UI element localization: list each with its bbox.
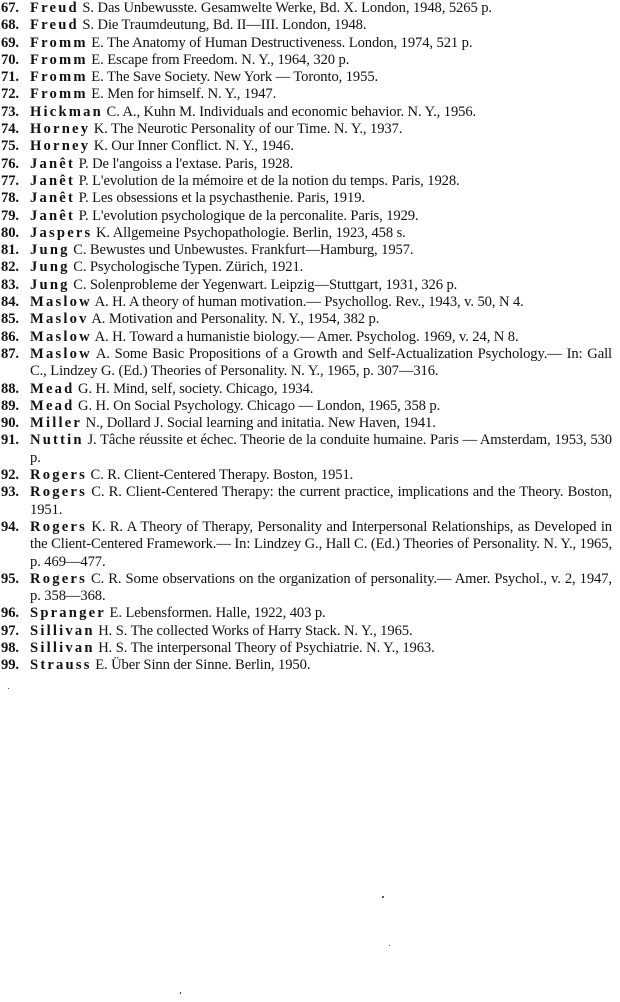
print-speck	[382, 896, 384, 898]
reference-text: E. Men for himself. N. Y., 1947.	[87, 86, 277, 103]
reference-number: 93.	[1, 484, 19, 501]
reference-item	[0, 86, 612, 103]
reference-number: 71.	[1, 69, 19, 86]
reference-text: G. H. Mind, self, society. Chicago, 1934.	[74, 380, 314, 397]
reference-item	[0, 35, 612, 52]
reference-author: Freud	[30, 0, 79, 16]
reference-text: P. L'evolution de la mémoire et de la notion du temps. Paris, 1928.	[75, 172, 460, 189]
reference-author: Fromm	[30, 86, 88, 103]
reference-text: P. Les obsessions et la psychasthenie. Paris, 1919.	[75, 190, 365, 207]
reference-text: S. Das Unbewusste. Gesamwelte Werke, Bd. X. London, 1948, 5265 p.	[78, 0, 492, 16]
reference-author: Fromm	[30, 34, 88, 51]
print-speck	[180, 992, 181, 994]
reference-number: 82.	[1, 259, 19, 276]
reference-item	[0, 294, 612, 311]
reference-author: Spranger	[30, 605, 106, 622]
reference-number: 68.	[1, 17, 19, 34]
reference-item	[0, 69, 612, 86]
reference-item	[0, 277, 612, 294]
reference-text: C. A., Kuhn M. Individuals and economic behavior. N. Y., 1956.	[102, 103, 477, 120]
reference-item	[0, 467, 612, 484]
reference-number: 70.	[1, 51, 19, 68]
reference-text: C. R. Some observations on the organization of personality.— Amer. Psychol., v. 2, 1947, p. 358—368.	[30, 570, 612, 605]
reference-item	[0, 484, 612, 519]
reference-author: Sillivan	[30, 622, 95, 639]
reference-author: Hickman	[30, 103, 103, 120]
reference-number: 90.	[1, 415, 19, 432]
reference-text: A. Some Basic Propositions of a Growth and Self-Actualization Psychology.— In: Gall C., Lindzey G. (Ed.) Theories of Personality. N. Y., 1965, p. 307—316.	[30, 345, 612, 380]
reference-author: Strauss	[30, 657, 92, 674]
reference-text: C. R. Client-Centered Therapy: the current practice, implications and the Theory. Boston, 1951.	[30, 484, 612, 518]
reference-text: E. The Save Society. New York — Toronto, 1955.	[87, 69, 379, 86]
reference-number: 97.	[1, 622, 19, 639]
reference-author: Jung	[30, 276, 70, 293]
reference-item	[0, 311, 612, 328]
reference-text: A. Motivation and Personality. N. Y., 1954, 382 p.	[88, 311, 380, 328]
reference-text: J. Tâche réussite et échec. Theorie de la conduite humaine. Paris — Amsterdam, 1953, 530 p.	[30, 432, 612, 466]
reference-author: Miller	[30, 415, 83, 432]
reference-number: 83.	[1, 276, 19, 293]
reference-author: Rogers	[30, 570, 87, 587]
reference-text: C. Psychologische Typen. Zürich, 1921.	[69, 259, 304, 276]
reference-item	[0, 156, 612, 173]
reference-text: K. R. A Theory of Therapy, Personality and Interpersonal Relationships, as Developed in the Client-Centered Framework.— In: Lindzey G., Hall C. (Ed.) Theories of Personality. N. Y., 1965, p. 469—477.	[30, 518, 612, 570]
reference-number: 79.	[1, 207, 19, 224]
reference-item	[0, 571, 612, 606]
reference-text: P. De l'angoiss a l'extase. Paris, 1928.	[75, 155, 294, 172]
reference-text: E. Lebensformen. Halle, 1922, 403 p.	[105, 605, 326, 622]
reference-text: K. Allgemeine Psychopathologie. Berlin, 1923, 458 s.	[92, 224, 406, 241]
reference-text: C. Solenprobleme der Yegenwart. Leipzig—Stuttgart, 1931, 326 p.	[69, 276, 458, 293]
reference-text: H. S. The collected Works of Harry Stack. N. Y., 1965.	[94, 622, 413, 639]
reference-author: Maslow	[30, 345, 92, 362]
reference-author: Rogers	[30, 518, 87, 535]
reference-number: 85.	[1, 311, 19, 328]
reference-author: Fromm	[30, 69, 88, 86]
reference-author: Jaspers	[30, 224, 93, 241]
reference-number: 80.	[1, 224, 19, 241]
print-speck	[8, 688, 9, 689]
reference-text: N., Dollard J. Social learning and initatia. New Haven, 1941.	[82, 415, 436, 432]
reference-author: Maslow	[30, 328, 92, 345]
reference-text: C. R. Client-Centered Therapy. Boston, 1951.	[86, 467, 354, 484]
reference-text: S. Die Traumdeutung, Bd. II—III. London, 1948.	[78, 17, 367, 34]
reference-text: P. L'evolution psychologique de la perconalite. Paris, 1929.	[75, 207, 419, 224]
reference-author: Janêt	[30, 190, 76, 207]
reference-item	[0, 415, 612, 432]
reference-author: Mead	[30, 380, 75, 397]
reference-number: 69.	[1, 34, 19, 51]
reference-item	[0, 381, 612, 398]
reference-author: Sillivan	[30, 639, 95, 656]
reference-number: 72.	[1, 86, 19, 103]
reference-text: E. The Anatomy of Human Destructiveness. London, 1974, 521 p.	[87, 34, 473, 51]
reference-author: Freud	[30, 17, 79, 34]
reference-author: Nuttin	[30, 432, 84, 449]
reference-item	[0, 640, 612, 657]
reference-author: Maslov	[30, 311, 89, 328]
reference-number: 74.	[1, 121, 19, 138]
reference-text: K. The Neurotic Personality of our Time. N. Y., 1937.	[90, 121, 403, 138]
reference-text: G. H. On Social Psychology. Chicago — London, 1965, 358 p.	[74, 397, 441, 414]
reference-text: A. H. Toward a humanistie biology.— Amer. Psycholog. 1969, v. 24, N 8.	[91, 328, 519, 345]
reference-author: Janêt	[30, 207, 76, 224]
reference-number: 99.	[1, 657, 19, 674]
reference-number: 78.	[1, 190, 19, 207]
reference-author: Horney	[30, 121, 91, 138]
reference-number: 95.	[1, 570, 19, 587]
reference-item	[0, 259, 612, 276]
reference-item	[0, 190, 612, 207]
reference-number: 75.	[1, 138, 19, 155]
reference-number: 86.	[1, 328, 19, 345]
reference-item	[0, 623, 612, 640]
reference-item	[0, 432, 612, 467]
reference-number: 92.	[1, 467, 19, 484]
reference-text: A. H. A theory of human motivation.— Psychollog. Rev., 1943, v. 50, N 4.	[91, 294, 524, 311]
reference-number: 89.	[1, 397, 19, 414]
reference-number: 88.	[1, 380, 19, 397]
reference-author: Janêt	[30, 155, 76, 172]
reference-text: E. Escape from Freedom. N. Y., 1964, 320 p.	[87, 51, 350, 68]
reference-item	[0, 121, 612, 138]
reference-number: 87.	[1, 345, 19, 362]
reference-item	[0, 104, 612, 121]
reference-author: Jung	[30, 259, 70, 276]
reference-number: 98.	[1, 639, 19, 656]
reference-number: 73.	[1, 103, 19, 120]
reference-item	[0, 52, 612, 69]
reference-number: 76.	[1, 155, 19, 172]
reference-number: 67.	[1, 0, 19, 16]
reference-item	[0, 208, 612, 225]
reference-author: Mead	[30, 397, 75, 414]
reference-author: Fromm	[30, 51, 88, 68]
reference-number: 84.	[1, 294, 19, 311]
reference-item	[0, 519, 612, 571]
reference-item	[0, 329, 612, 346]
reference-text: C. Bewustes und Unbewustes. Frankfurt—Hamburg, 1957.	[69, 242, 414, 259]
reference-item	[0, 173, 612, 190]
reference-item	[0, 398, 612, 415]
reference-item	[0, 346, 612, 381]
reference-number: 81.	[1, 242, 19, 259]
reference-author: Janêt	[30, 172, 76, 189]
reference-number: 94.	[1, 518, 19, 535]
reference-author: Rogers	[30, 484, 87, 501]
reference-item	[0, 242, 612, 259]
reference-author: Horney	[30, 138, 91, 155]
reference-author: Jung	[30, 242, 70, 259]
reference-item	[0, 605, 612, 622]
print-speck	[389, 945, 390, 946]
reference-number: 96.	[1, 605, 19, 622]
reference-number: 77.	[1, 172, 19, 189]
reference-author: Rogers	[30, 467, 87, 484]
reference-item	[0, 138, 612, 155]
reference-text: H. S. The interpersonal Theory of Psychiatrie. N. Y., 1963.	[94, 639, 435, 656]
reference-item	[0, 0, 612, 17]
reference-text: K. Our Inner Conflict. N. Y., 1946.	[90, 138, 294, 155]
reference-item	[0, 225, 612, 242]
reference-item	[0, 17, 612, 34]
reference-author: Maslow	[30, 294, 92, 311]
reference-number: 91.	[1, 432, 19, 449]
reference-text: E. Über Sinn der Sinne. Berlin, 1950.	[91, 657, 311, 674]
reference-item	[0, 657, 612, 674]
